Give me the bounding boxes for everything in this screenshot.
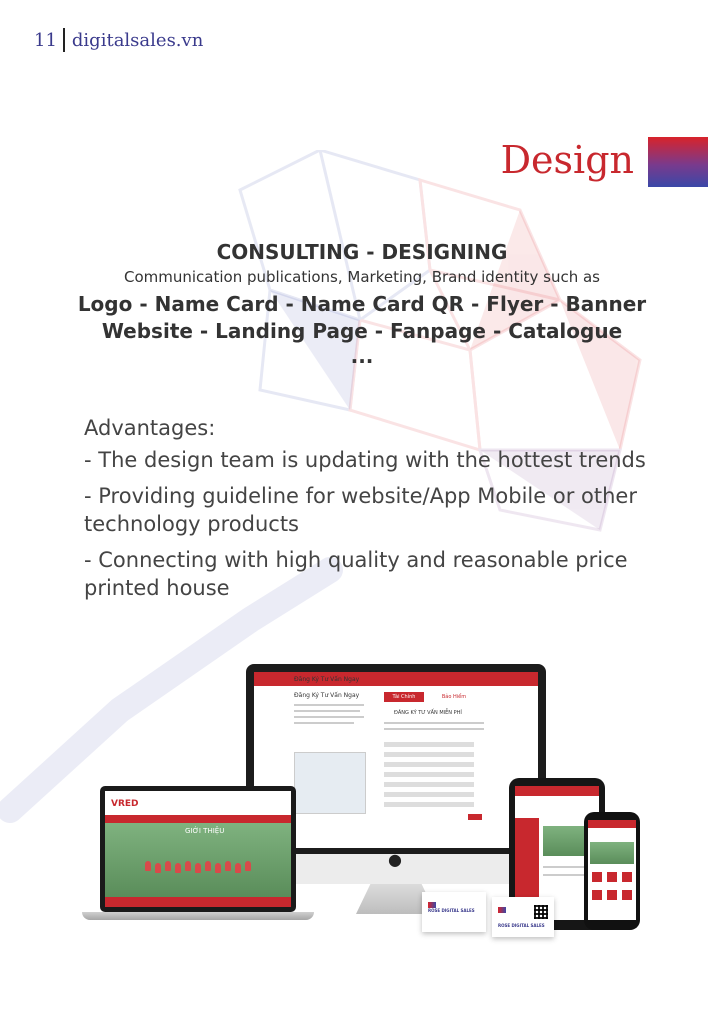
text-line — [543, 874, 587, 876]
laptop-banner-title: GIỚI THIỆU — [185, 827, 225, 835]
advantages-block — [84, 414, 684, 610]
form-field — [384, 772, 474, 777]
form-title: ĐĂNG KÝ TƯ VẤN MIỄN PHÍ — [394, 710, 462, 716]
tab-finance: Tài Chính — [384, 692, 424, 702]
person — [145, 861, 151, 871]
person — [245, 861, 251, 871]
services-subheading: Communication publications, Marketing, Brand identity such as — [124, 268, 600, 286]
section-color-block — [648, 137, 708, 187]
card-logo-mark — [498, 907, 506, 913]
monitor-page-title: Đăng Ký Tư Vấn Ngay — [294, 676, 360, 683]
text-line — [294, 716, 364, 718]
services-block — [0, 240, 724, 366]
person — [185, 861, 191, 871]
laptop-brand-logo: VRED — [111, 799, 139, 809]
advantage-item: - Providing guideline for website/App Mobile or other technology products — [84, 484, 637, 536]
section-title: Design — [500, 138, 634, 182]
tablet-nav-bar — [515, 786, 599, 796]
card-brand-name: ROSE DIGITAL SALES — [428, 908, 475, 913]
laptop-base — [82, 912, 314, 920]
map-embed — [294, 752, 366, 814]
feature-tile — [592, 890, 602, 900]
text-line — [294, 722, 354, 724]
laptop-footer-bar — [105, 897, 291, 907]
phone-banner-photo — [590, 842, 634, 864]
phone-nav-bar — [588, 820, 636, 828]
tab-insurance: Bảo Hiểm — [441, 694, 467, 700]
feature-tile — [607, 872, 617, 882]
laptop-mockup — [100, 786, 296, 912]
text-line — [384, 728, 484, 730]
person — [215, 863, 221, 873]
page-header — [34, 28, 203, 52]
advantages-title: Advantages: — [84, 416, 216, 440]
services-line-1: Logo - Name Card - Name Card QR - Flyer - Banner — [77, 292, 647, 316]
feature-tile — [592, 872, 602, 882]
feature-tile — [607, 890, 617, 900]
header-separator — [63, 28, 65, 52]
feature-tile — [622, 890, 632, 900]
text-line — [294, 710, 360, 712]
person — [175, 863, 181, 873]
person — [225, 861, 231, 871]
laptop-screen — [105, 791, 291, 907]
services-line-2: Website - Landing Page - Fanpage - Catalogue — [101, 319, 623, 343]
form-field — [384, 752, 474, 757]
submit-button — [468, 814, 482, 820]
phone-mockup — [584, 812, 640, 930]
feature-tile — [622, 872, 632, 882]
apple-logo-icon: ● — [388, 850, 402, 869]
person — [195, 863, 201, 873]
person — [165, 861, 171, 871]
services-ellipsis: ... — [350, 344, 374, 368]
text-line — [294, 704, 364, 706]
services-heading: CONSULTING - DESIGNING — [216, 240, 508, 264]
form-field — [384, 782, 474, 787]
advantage-item: - The design team is updating with the hottest trends — [84, 448, 646, 472]
advantage-item: - Connecting with high quality and reasonable price printed house — [84, 548, 628, 600]
phone-screen — [588, 820, 636, 920]
card-brand-name: ROSE DIGITAL SALES — [498, 923, 545, 928]
person — [205, 861, 211, 871]
business-card-back — [492, 897, 554, 937]
form-field — [384, 792, 474, 797]
form-field — [384, 762, 474, 767]
form-field — [384, 802, 474, 807]
monitor-screen — [254, 672, 538, 848]
monitor-page-heading: Đăng Ký Tư Vấn Ngay — [294, 692, 360, 699]
text-line — [384, 722, 484, 724]
site-name: digitalsales.vn — [71, 29, 204, 51]
business-card-front — [422, 892, 486, 932]
person — [235, 863, 241, 873]
person — [155, 863, 161, 873]
form-field — [384, 742, 474, 747]
laptop-nav-bar — [105, 815, 291, 823]
page-number: 11 — [34, 29, 57, 51]
qr-code-icon — [534, 905, 548, 919]
